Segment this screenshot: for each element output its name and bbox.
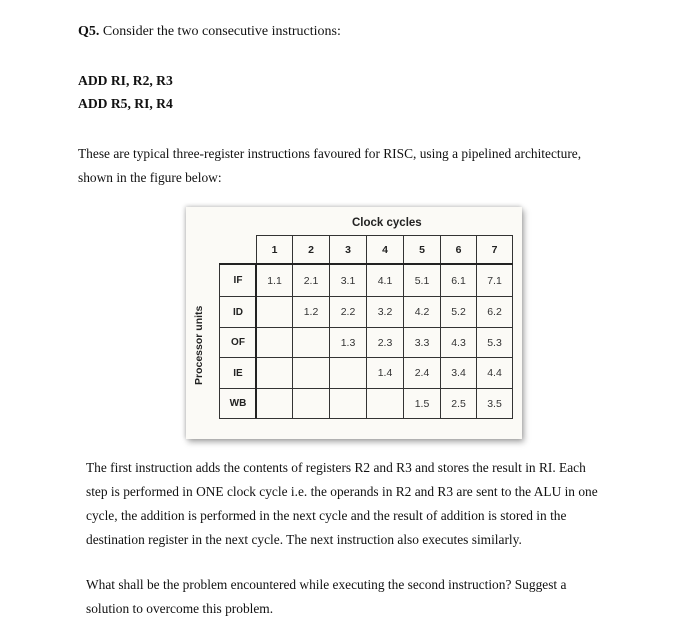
question-intro: Consider the two consecutive instructions: <box>102 24 341 39</box>
processor-unit-label: OF <box>219 327 257 358</box>
pipeline-cell: 4.2 <box>403 296 441 328</box>
context-line-2: shown in the figure below: <box>78 170 222 185</box>
pipeline-cell: 3.2 <box>366 296 404 328</box>
pipeline-cell: 3.5 <box>476 388 513 419</box>
pipeline-cell: 1.2 <box>292 296 330 328</box>
clock-cycle-header: 1 <box>256 235 293 265</box>
context-line-1: These are typical three-register instructions favoured for RISC, using a pipelined architecture, <box>78 146 582 161</box>
pipeline-cell: 2.4 <box>403 357 441 389</box>
clock-cycle-header: 7 <box>476 235 513 265</box>
pipeline-cell: 5.1 <box>403 264 441 297</box>
processor-unit-label: WB <box>219 388 257 419</box>
clock-cycle-header: 6 <box>440 235 477 265</box>
pipeline-cell: 1.3 <box>329 327 367 358</box>
processor-unit-label: ID <box>219 296 257 328</box>
explanation-line-3: cycle, the addition is performed in the next cycle and the result of addition is stored in the <box>86 508 567 523</box>
row-axis-label: Processor units <box>193 305 205 385</box>
question-heading <box>78 24 341 40</box>
pipeline-cell: 4.1 <box>366 264 404 297</box>
pipeline-cell: 2.2 <box>329 296 367 328</box>
explanation-line-1: The first instruction adds the contents of registers R2 and R3 and stores the result in RI. Each <box>86 460 586 475</box>
question-number: Q5. <box>78 24 100 39</box>
explanation-line-2: step is performed in ONE clock cycle i.e. the operands in R2 and R3 are sent to the ALU in one <box>86 484 598 499</box>
unit-column-divider <box>255 264 257 418</box>
explanation-line-4: destination register in the next cycle. The next instruction also executes similarly. <box>86 532 522 547</box>
prompt-line-1: What shall be the problem encountered while executing the second instruction? Suggest a <box>86 577 567 592</box>
prompt-line-2: solution to overcome this problem. <box>86 601 274 616</box>
pipeline-cell: 5.2 <box>440 296 477 328</box>
pipeline-cell: 2.3 <box>366 327 404 358</box>
pipeline-cell: 1.5 <box>403 388 441 419</box>
pipeline-cell <box>329 357 367 389</box>
clock-cycle-header: 3 <box>329 235 367 265</box>
pipeline-cell: 6.2 <box>476 296 513 328</box>
pipeline-cell: 1.4 <box>366 357 404 389</box>
clock-cycle-header: 5 <box>403 235 441 265</box>
clock-cycle-header: 4 <box>366 235 404 265</box>
pipeline-cell: 3.4 <box>440 357 477 389</box>
pipeline-cell: 3.3 <box>403 327 441 358</box>
pipeline-cell: 4.4 <box>476 357 513 389</box>
pipeline-cell <box>292 357 330 389</box>
pipeline-cell: 2.5 <box>440 388 477 419</box>
pipeline-cell: 4.3 <box>440 327 477 358</box>
instruction-2: ADD R5, RI, R4 <box>78 96 173 111</box>
pipeline-cell: 7.1 <box>476 264 513 297</box>
pipeline-cell <box>256 357 293 389</box>
pipeline-cell: 3.1 <box>329 264 367 297</box>
processor-unit-label: IE <box>219 357 257 389</box>
pipeline-cell <box>292 388 330 419</box>
processor-unit-label: IF <box>219 264 257 297</box>
pipeline-cell: 1.1 <box>256 264 293 297</box>
pipeline-cell <box>366 388 404 419</box>
pipeline-cell <box>329 388 367 419</box>
pipeline-cell <box>256 296 293 328</box>
pipeline-cell <box>256 327 293 358</box>
pipeline-cell: 6.1 <box>440 264 477 297</box>
pipeline-cell <box>256 388 293 419</box>
pipeline-cell <box>292 327 330 358</box>
instruction-1: ADD RI, R2, R3 <box>78 73 173 88</box>
pipeline-cell: 2.1 <box>292 264 330 297</box>
header-divider <box>219 263 513 265</box>
figure-title: Clock cycles <box>352 217 422 229</box>
clock-cycle-header: 2 <box>292 235 330 265</box>
pipeline-cell: 5.3 <box>476 327 513 358</box>
